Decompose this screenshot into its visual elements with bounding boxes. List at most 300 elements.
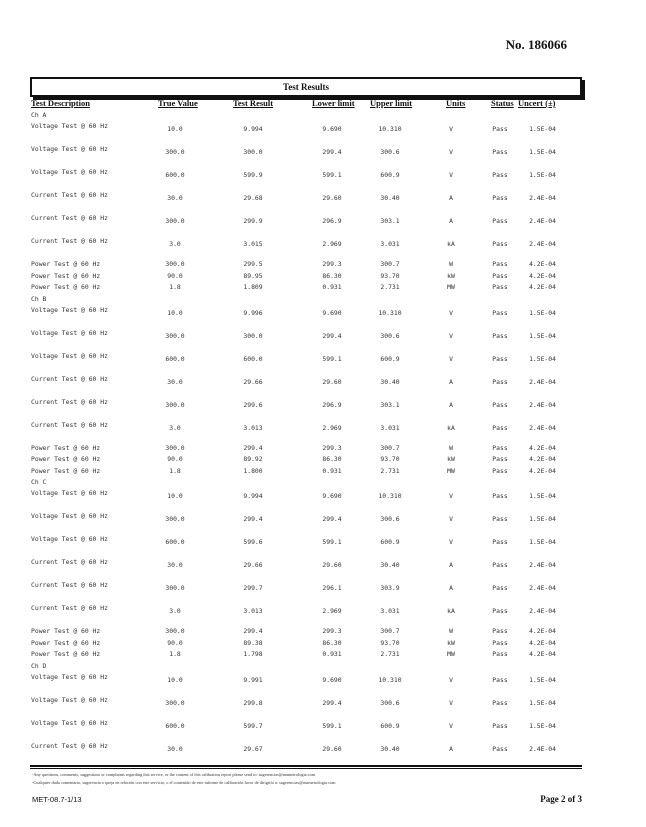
status: Pass: [492, 125, 508, 133]
uncertainty: 4.2E-04: [529, 638, 556, 647]
units: kW: [447, 271, 455, 280]
test-result: 299.4: [243, 443, 263, 452]
table-row: [0, 488, 646, 511]
lower-limit: 599.1: [322, 354, 342, 363]
test-description: Power Test @ 60 Hz: [31, 455, 101, 463]
status: Pass: [492, 423, 508, 432]
test-description: Power Test @ 60 Hz: [31, 650, 101, 658]
test-description: Voltage Test @ 60 Hz: [31, 145, 108, 153]
uncertainty: 1.5E-04: [529, 515, 556, 523]
footer-rule: [30, 768, 582, 769]
upper-limit: 303.9: [380, 584, 400, 592]
header-test-description: Test Description: [31, 98, 90, 108]
lower-limit: 299.4: [322, 515, 342, 523]
lower-limit: 0.931: [322, 650, 342, 658]
header-uncertainty: Uncert (±): [518, 98, 556, 108]
lower-limit: 296.9: [322, 400, 342, 409]
header-status: Status: [491, 98, 514, 108]
status: Pass: [492, 675, 508, 684]
table-row: [0, 420, 646, 443]
lower-limit: 86.30: [322, 455, 342, 463]
lower-limit: 296.1: [322, 584, 342, 592]
status: Pass: [492, 443, 508, 452]
upper-limit: 30.40: [380, 744, 400, 753]
header-test-result: Test Result: [233, 98, 274, 108]
units: A: [449, 584, 453, 592]
test-result: 3.015: [243, 240, 263, 248]
table-row: [0, 305, 646, 328]
test-description: Current Test @ 60 Hz: [31, 237, 108, 245]
table-row: [0, 603, 646, 626]
true-value: 300.0: [165, 148, 185, 156]
status: Pass: [492, 331, 508, 340]
test-result: 1.809: [243, 283, 263, 291]
upper-limit: 30.40: [380, 561, 400, 569]
upper-limit: 2.731: [380, 650, 400, 658]
lower-limit: 29.60: [322, 561, 342, 569]
test-result: 29.68: [243, 194, 263, 202]
lower-limit: 2.969: [322, 240, 342, 248]
uncertainty: 1.5E-04: [529, 354, 556, 363]
units: V: [449, 171, 453, 179]
document-number: No. 186066: [505, 37, 567, 52]
upper-limit: 3.031: [380, 423, 400, 432]
true-value: 30.0: [167, 377, 183, 386]
results-table-body: [0, 110, 646, 756]
true-value: 10.0: [167, 492, 183, 500]
header-true-value: True Value: [158, 98, 198, 108]
true-value: 300.0: [165, 443, 185, 452]
lower-limit: 299.3: [322, 260, 342, 268]
uncertainty: 1.5E-04: [529, 171, 556, 179]
channel-label: Ch C: [31, 478, 47, 486]
test-result: 599.9: [243, 171, 263, 179]
status: Pass: [492, 561, 508, 569]
true-value: 600.0: [165, 354, 185, 363]
channel-label: Ch A: [31, 111, 47, 119]
units: A: [449, 194, 453, 202]
uncertainty: 4.2E-04: [529, 455, 556, 463]
units: MW: [447, 283, 455, 291]
test-description: Power Test @ 60 Hz: [31, 260, 101, 268]
units: kA: [447, 423, 455, 432]
table-row: [0, 236, 646, 259]
test-description: Voltage Test @ 60 Hz: [31, 168, 108, 176]
status: Pass: [492, 721, 508, 730]
lower-limit: 29.60: [322, 744, 342, 753]
upper-limit: 10.310: [378, 125, 402, 133]
status: Pass: [492, 148, 508, 156]
test-description: Current Test @ 60 Hz: [31, 581, 108, 589]
units: A: [449, 561, 453, 569]
status: Pass: [492, 354, 508, 363]
header-units: Units: [446, 98, 466, 108]
true-value: 1.8: [169, 650, 181, 658]
upper-limit: 10.310: [378, 492, 402, 500]
true-value: 90.0: [167, 271, 183, 280]
true-value: 600.0: [165, 171, 185, 179]
units: A: [449, 377, 453, 386]
units: V: [449, 698, 453, 707]
section-title: Test Results: [283, 82, 329, 92]
test-result: 9.994: [243, 125, 263, 133]
upper-limit: 600.9: [380, 538, 400, 546]
test-result: 1.798: [243, 650, 263, 658]
status: Pass: [492, 283, 508, 291]
test-description: Power Test @ 60 Hz: [31, 271, 101, 280]
lower-limit: 9.690: [322, 125, 342, 133]
status: Pass: [492, 217, 508, 225]
table-row: [0, 190, 646, 213]
table-row: [0, 672, 646, 695]
uncertainty: 1.5E-04: [529, 492, 556, 500]
table-row: [0, 374, 646, 397]
upper-limit: 600.9: [380, 721, 400, 730]
true-value: 1.8: [169, 283, 181, 291]
status: Pass: [492, 638, 508, 647]
test-result: 9.994: [243, 492, 263, 500]
test-result: 89.95: [243, 271, 263, 280]
uncertainty: 4.2E-04: [529, 650, 556, 658]
lower-limit: 296.9: [322, 217, 342, 225]
table-row: [0, 638, 646, 650]
test-result: 299.4: [243, 515, 263, 523]
units: A: [449, 217, 453, 225]
test-description: Voltage Test @ 60 Hz: [31, 489, 108, 497]
upper-limit: 93.70: [380, 271, 400, 280]
uncertainty: 1.5E-04: [529, 675, 556, 684]
test-description: Current Test @ 60 Hz: [31, 604, 108, 612]
lower-limit: 9.690: [322, 308, 342, 317]
units: kA: [447, 240, 455, 248]
test-description: Power Test @ 60 Hz: [31, 283, 101, 291]
test-description: Voltage Test @ 60 Hz: [31, 512, 108, 520]
upper-limit: 3.031: [380, 607, 400, 615]
true-value: 10.0: [167, 125, 183, 133]
table-row: [0, 557, 646, 580]
true-value: 600.0: [165, 721, 185, 730]
units: A: [449, 400, 453, 409]
uncertainty: 2.4E-04: [529, 400, 556, 409]
test-description: Voltage Test @ 60 Hz: [31, 328, 108, 337]
test-result: 299.4: [243, 627, 263, 635]
test-description: Voltage Test @ 60 Hz: [31, 351, 108, 360]
upper-limit: 303.1: [380, 217, 400, 225]
test-result: 299.6: [243, 400, 263, 409]
test-description: Power Test @ 60 Hz: [31, 638, 101, 647]
true-value: 10.0: [167, 308, 183, 317]
true-value: 1.8: [169, 466, 181, 475]
table-row: [0, 351, 646, 374]
test-description: Current Test @ 60 Hz: [31, 374, 108, 383]
upper-limit: 300.7: [380, 260, 400, 268]
true-value: 3.0: [169, 423, 181, 432]
units: V: [449, 148, 453, 156]
units: MW: [447, 650, 455, 658]
lower-limit: 0.931: [322, 283, 342, 291]
uncertainty: 1.5E-04: [529, 125, 556, 133]
upper-limit: 600.9: [380, 354, 400, 363]
test-result: 29.67: [243, 744, 263, 753]
status: Pass: [492, 194, 508, 202]
test-description: Current Test @ 60 Hz: [31, 420, 108, 429]
status: Pass: [492, 607, 508, 615]
uncertainty: 4.2E-04: [529, 271, 556, 280]
uncertainty: 1.5E-04: [529, 698, 556, 707]
uncertainty: 1.5E-04: [529, 331, 556, 340]
lower-limit: 599.1: [322, 721, 342, 730]
upper-limit: 93.70: [380, 455, 400, 463]
table-row: [0, 454, 646, 466]
table-row: [0, 167, 646, 190]
status: Pass: [492, 171, 508, 179]
status: Pass: [492, 584, 508, 592]
lower-limit: 299.4: [322, 331, 342, 340]
units: V: [449, 125, 453, 133]
uncertainty: 1.5E-04: [529, 721, 556, 730]
table-row: [0, 695, 646, 718]
units: V: [449, 492, 453, 500]
table-row: [0, 511, 646, 534]
units: MW: [447, 466, 455, 475]
form-id: MET-08.7-1/13: [32, 795, 82, 804]
test-description: Voltage Test @ 60 Hz: [31, 672, 108, 681]
table-row: [0, 259, 646, 271]
lower-limit: 86.30: [322, 638, 342, 647]
true-value: 30.0: [167, 194, 183, 202]
status: Pass: [492, 240, 508, 248]
units: V: [449, 515, 453, 523]
table-row: [0, 626, 646, 638]
test-description: Current Test @ 60 Hz: [31, 191, 108, 199]
upper-limit: 3.031: [380, 240, 400, 248]
status: Pass: [492, 308, 508, 317]
uncertainty: 2.4E-04: [529, 607, 556, 615]
page-number: Page 2 of 3: [540, 794, 582, 804]
test-result: 299.8: [243, 698, 263, 707]
lower-limit: 2.969: [322, 607, 342, 615]
upper-limit: 600.9: [380, 171, 400, 179]
status: Pass: [492, 627, 508, 635]
test-result: 3.013: [243, 423, 263, 432]
section-banner: [30, 77, 582, 97]
true-value: 600.0: [165, 538, 185, 546]
status: Pass: [492, 515, 508, 523]
test-description: Current Test @ 60 Hz: [31, 397, 108, 406]
lower-limit: 29.60: [322, 194, 342, 202]
lower-limit: 86.30: [322, 271, 342, 280]
units: W: [449, 443, 453, 452]
channel-header-row: [0, 661, 646, 672]
upper-limit: 300.6: [380, 698, 400, 707]
true-value: 300.0: [165, 515, 185, 523]
units: W: [449, 627, 453, 635]
table-header: [0, 98, 646, 110]
table-row: [0, 741, 646, 764]
test-result: 599.7: [243, 721, 263, 730]
header-upper-limit: Upper limit: [370, 98, 413, 108]
upper-limit: 30.40: [380, 377, 400, 386]
table-row: [0, 121, 646, 144]
test-description: Voltage Test @ 60 Hz: [31, 718, 108, 727]
status: Pass: [492, 744, 508, 753]
test-description: Voltage Test @ 60 Hz: [31, 122, 108, 130]
table-row: [0, 649, 646, 661]
status: Pass: [492, 455, 508, 463]
upper-limit: 300.7: [380, 627, 400, 635]
status: Pass: [492, 377, 508, 386]
units: kW: [447, 455, 455, 463]
upper-limit: 30.40: [380, 194, 400, 202]
test-result: 29.66: [243, 561, 263, 569]
upper-limit: 2.731: [380, 283, 400, 291]
status: Pass: [492, 538, 508, 546]
units: V: [449, 675, 453, 684]
table-row: [0, 718, 646, 741]
true-value: 300.0: [165, 400, 185, 409]
true-value: 300.0: [165, 627, 185, 635]
channel-label: Ch B: [31, 294, 47, 303]
test-result: 299.7: [243, 584, 263, 592]
upper-limit: 93.70: [380, 638, 400, 647]
test-description: Voltage Test @ 60 Hz: [31, 695, 108, 704]
test-description: Power Test @ 60 Hz: [31, 443, 101, 452]
test-description: Voltage Test @ 60 Hz: [31, 305, 108, 314]
uncertainty: 2.4E-04: [529, 377, 556, 386]
table-row: [0, 328, 646, 351]
true-value: 300.0: [165, 698, 185, 707]
true-value: 90.0: [167, 638, 183, 647]
lower-limit: 0.931: [322, 466, 342, 475]
test-result: 599.6: [243, 538, 263, 546]
uncertainty: 2.4E-04: [529, 561, 556, 569]
lower-limit: 299.3: [322, 443, 342, 452]
upper-limit: 300.7: [380, 443, 400, 452]
status: Pass: [492, 650, 508, 658]
uncertainty: 1.5E-04: [529, 148, 556, 156]
test-description: Current Test @ 60 Hz: [31, 214, 108, 222]
status: Pass: [492, 492, 508, 500]
units: kA: [447, 607, 455, 615]
channel-header-row: [0, 294, 646, 305]
true-value: 10.0: [167, 675, 183, 684]
units: kW: [447, 638, 455, 647]
table-row: [0, 466, 646, 478]
channel-header-row: [0, 477, 646, 488]
test-result: 299.5: [243, 260, 263, 268]
test-result: 9.991: [243, 675, 263, 684]
table-row: [0, 580, 646, 603]
uncertainty: 2.4E-04: [529, 217, 556, 225]
table-row: [0, 443, 646, 455]
true-value: 30.0: [167, 561, 183, 569]
test-result: 300.0: [243, 331, 263, 340]
true-value: 3.0: [169, 607, 181, 615]
lower-limit: 2.969: [322, 423, 342, 432]
lower-limit: 299.4: [322, 148, 342, 156]
upper-limit: 300.6: [380, 515, 400, 523]
test-description: Power Test @ 60 Hz: [31, 627, 101, 635]
table-row: [0, 534, 646, 557]
units: W: [449, 260, 453, 268]
true-value: 300.0: [165, 331, 185, 340]
footer-note-english: -Any questions, comments, suggestions or complaints regarding this service, or the content of this calibration report please send to: sugerencias@mametrologia.com: [32, 772, 316, 777]
lower-limit: 9.690: [322, 675, 342, 684]
status: Pass: [492, 271, 508, 280]
lower-limit: 29.60: [322, 377, 342, 386]
upper-limit: 10.310: [378, 675, 402, 684]
table-row: [0, 213, 646, 236]
test-result: 9.996: [243, 308, 263, 317]
test-description: Current Test @ 60 Hz: [31, 741, 108, 750]
uncertainty: 2.4E-04: [529, 423, 556, 432]
test-description: Voltage Test @ 60 Hz: [31, 535, 108, 543]
uncertainty: 2.4E-04: [529, 744, 556, 753]
true-value: 300.0: [165, 260, 185, 268]
uncertainty: 4.2E-04: [529, 627, 556, 635]
uncertainty: 4.2E-04: [529, 260, 556, 268]
upper-limit: 303.1: [380, 400, 400, 409]
uncertainty: 4.2E-04: [529, 466, 556, 475]
header-lower-limit: Lower limit: [312, 98, 355, 108]
table-row: [0, 282, 646, 294]
footer-note-spanish: -Cualquier duda comentario, sugerencia o queja en relación con este servicio, o el contenido de este informe de calibración favor de dirigirlo a: sugerencias@mametrologia.com: [32, 780, 336, 785]
test-result: 300.0: [243, 148, 263, 156]
true-value: 3.0: [169, 240, 181, 248]
test-description: Power Test @ 60 Hz: [31, 466, 101, 475]
channel-header-row: [0, 110, 646, 121]
units: V: [449, 538, 453, 546]
test-description: Current Test @ 60 Hz: [31, 558, 108, 566]
channel-label: Ch D: [31, 661, 47, 670]
true-value: 300.0: [165, 217, 185, 225]
table-row: [0, 271, 646, 283]
status: Pass: [492, 466, 508, 475]
units: A: [449, 744, 453, 753]
test-result: 600.0: [243, 354, 263, 363]
footer-rule: [30, 765, 582, 767]
test-result: 3.013: [243, 607, 263, 615]
uncertainty: 1.5E-04: [529, 308, 556, 317]
uncertainty: 2.4E-04: [529, 194, 556, 202]
lower-limit: 599.1: [322, 171, 342, 179]
upper-limit: 300.6: [380, 148, 400, 156]
status: Pass: [492, 260, 508, 268]
lower-limit: 599.1: [322, 538, 342, 546]
true-value: 90.0: [167, 455, 183, 463]
true-value: 30.0: [167, 744, 183, 753]
status: Pass: [492, 698, 508, 707]
table-row: [0, 144, 646, 167]
test-result: 1.800: [243, 466, 263, 475]
test-result: 89.38: [243, 638, 263, 647]
uncertainty: 1.5E-04: [529, 538, 556, 546]
lower-limit: 299.3: [322, 627, 342, 635]
units: V: [449, 354, 453, 363]
test-result: 299.9: [243, 217, 263, 225]
status: Pass: [492, 400, 508, 409]
upper-limit: 2.731: [380, 466, 400, 475]
uncertainty: 2.4E-04: [529, 240, 556, 248]
upper-limit: 10.310: [378, 308, 402, 317]
uncertainty: 4.2E-04: [529, 283, 556, 291]
lower-limit: 9.690: [322, 492, 342, 500]
true-value: 300.0: [165, 584, 185, 592]
table-row: [0, 397, 646, 420]
test-result: 29.66: [243, 377, 263, 386]
units: V: [449, 331, 453, 340]
upper-limit: 300.6: [380, 331, 400, 340]
